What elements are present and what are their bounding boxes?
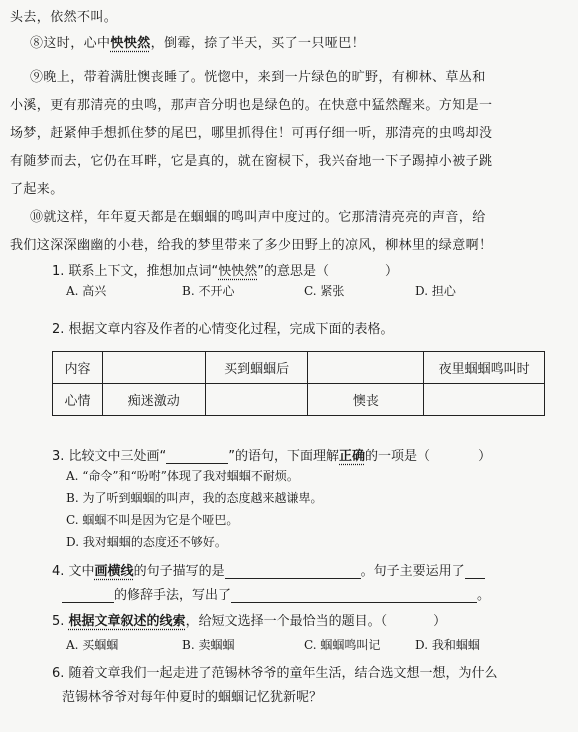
table-cell: 内容 [53, 352, 103, 384]
question-text: 的修辞手法，写出了 [114, 588, 232, 603]
paragraph-9-line [30, 66, 568, 85]
option-c[interactable]: C. 紧张 [304, 284, 345, 298]
option-d[interactable]: D. 我和蝈蝈 [415, 638, 480, 652]
table-cell-blank[interactable] [102, 352, 205, 384]
answer-blank[interactable] [231, 588, 477, 603]
option-d[interactable]: D. 我对蝈蝈的态度还不够好。 [66, 535, 227, 549]
question-text: 1. 联系上下文，推想加点词“ [52, 264, 219, 279]
question-text: 。句子主要运用了 [360, 564, 465, 579]
paragraph-10-line [10, 234, 568, 253]
passage-text: 场梦，赶紧伸手想抓住梦的尾巴，哪里抓得住！可再仔细一听，那清亮的虫鸣却没 [10, 126, 493, 141]
passage-text: ，倒霉，捺了半天，买了一只哑巴！ [150, 36, 366, 51]
option-d[interactable]: D. 担心 [415, 284, 456, 298]
option-c[interactable]: C. 蝈蝈鸣叫记 [304, 638, 381, 652]
passage-line [10, 6, 568, 25]
dotted-keyword: 怏怏然 [110, 36, 151, 51]
paragraph-9-line [10, 150, 568, 169]
option-b[interactable]: B. 卖蝈蝈 [182, 638, 235, 652]
dotted-keyword: 根据文章叙述的线索 [68, 614, 186, 629]
dotted-keyword: 正确 [339, 449, 366, 464]
question-text: ） [433, 614, 447, 629]
answer-blank[interactable] [225, 564, 361, 579]
passage-text: ⑩就这样，年年夏天都是在蝈蝈的鸣叫声中度过的。它那清清亮亮的声音，给 [30, 210, 486, 225]
passage-text: ⑨晚上，带着满肚懊丧睡了。恍惚中，来到一片绿色的旷野，有柳林、草丛和 [30, 70, 486, 85]
option-c[interactable]: C. 蝈蝈不叫是因为它是个哑巴。 [66, 513, 239, 527]
question-2 [52, 318, 394, 337]
table-cell: 懊丧 [308, 384, 424, 416]
paragraph-10-line [30, 206, 568, 225]
table-cell-blank[interactable] [424, 384, 545, 416]
table-row [53, 384, 545, 416]
question-3 [52, 445, 491, 464]
paragraph-9-line [10, 178, 568, 197]
table-cell-blank[interactable] [205, 384, 308, 416]
question-text: ，给短文选择一个最恰当的题目。（ [185, 614, 388, 629]
question-5 [52, 610, 446, 629]
table-row [53, 352, 545, 384]
option-a[interactable]: A. “命令”和“吩咐”体现了我对蝈蝈不耐烦。 [66, 469, 299, 483]
passage-text: 头去，依然不叫。 [10, 10, 118, 25]
question-6-line-2 [62, 686, 322, 705]
option-a[interactable]: A. 买蝈蝈 [66, 638, 119, 652]
passage-text: ⑧这时，心中 [30, 36, 111, 51]
passage-text: 了起来。 [10, 182, 64, 197]
table-cell: 心情 [53, 384, 103, 416]
question-1 [52, 260, 398, 279]
option-a[interactable]: A. 高兴 [66, 284, 107, 298]
question-text: 6. 随着文章我们一起走进了范锡林爷爷的童年生活，结合选文想一想，为什么 [52, 666, 498, 681]
answer-blank[interactable] [166, 449, 228, 464]
table-cell: 夜里蝈蝈鸣叫时 [424, 352, 545, 384]
mood-table [52, 351, 545, 416]
question-text: 范锡林爷爷对每年仲夏时的蝈蝈记忆犹新呢？ [62, 690, 323, 705]
question-text: 3. 比较文中三处画“ [52, 449, 167, 464]
paragraph-9-line [10, 94, 568, 113]
option-b[interactable]: B. 不开心 [182, 284, 235, 298]
question-4-line-2 [62, 584, 490, 603]
question-text: ） [385, 264, 399, 279]
answer-blank[interactable] [62, 588, 114, 603]
question-text: ） [478, 449, 492, 464]
question-text: 2. 根据文章内容及作者的心情变化过程，完成下面的表格。 [52, 322, 394, 337]
question-4 [52, 560, 485, 579]
passage-text: 我们这深深幽幽的小巷，给我的梦里带来了多少田野上的凉风，柳林里的绿意啊！ [10, 238, 493, 253]
passage-text: 小溪，更有那清亮的虫鸣，那声音分明也是绿色的。在快意中猛然醒来。方知是一 [10, 98, 493, 113]
question-text: 的一项是（ [365, 449, 431, 464]
passage-text: 有随梦而去，它仍在耳畔，它是真的，就在窗棂下，我兴奋地一下子踢掉小被子跳 [10, 154, 493, 169]
question-6 [52, 662, 498, 681]
table-cell: 买到蝈蝈后 [205, 352, 308, 384]
dotted-keyword: 怏怏然 [218, 264, 258, 279]
question-text: ”的语句，下面理解 [228, 449, 340, 464]
paragraph-9-line [10, 122, 568, 141]
table-cell: 痴迷激动 [102, 384, 205, 416]
table-cell-blank[interactable] [308, 352, 424, 384]
question-text: ”的意思是（ [257, 264, 330, 279]
dotted-keyword: 画横线 [94, 564, 134, 579]
paragraph-8 [30, 32, 568, 51]
option-b[interactable]: B. 为了听到蝈蝈的叫声，我的态度越来越谦卑。 [66, 491, 323, 505]
answer-blank[interactable] [465, 564, 485, 579]
question-text: 5. [52, 614, 69, 629]
question-text: 。 [477, 588, 491, 603]
question-text: 4. 文中 [52, 564, 95, 579]
question-text: 的句子描写的是 [133, 564, 225, 579]
